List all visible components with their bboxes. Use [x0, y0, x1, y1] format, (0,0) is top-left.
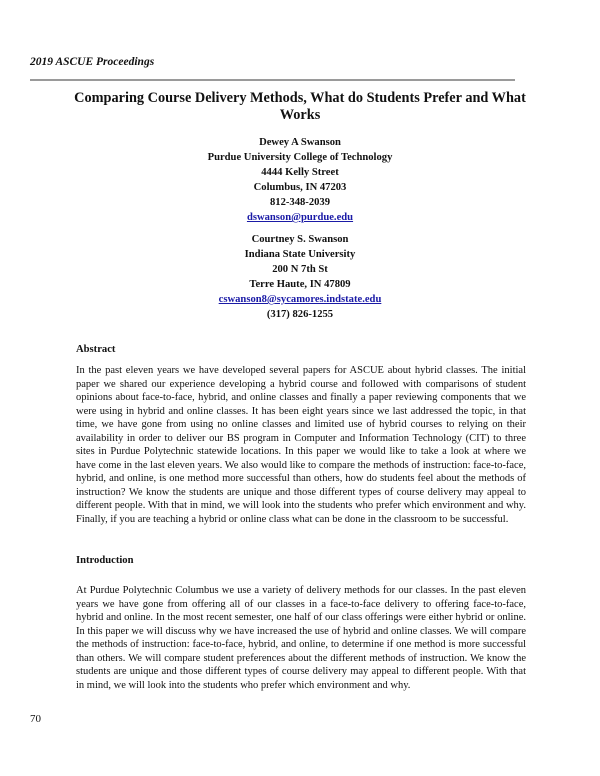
abstract-heading: Abstract: [76, 344, 116, 355]
page-number: 70: [30, 713, 41, 725]
paper-title: Comparing Course Delivery Methods, What do Students Prefer and What Works: [74, 90, 526, 123]
author-phone: 812-348-2039: [269, 197, 331, 208]
introduction-heading: Introduction: [76, 555, 134, 566]
author-city: Columbus, IN 47203: [253, 182, 347, 193]
author-block-1: [0, 135, 600, 225]
author-affiliation: Indiana State University: [244, 249, 356, 260]
author-city: Terre Haute, IN 47809: [249, 279, 351, 290]
author-affiliation: Purdue University College of Technology: [207, 152, 393, 163]
author-email-link[interactable]: dswanson@purdue.edu: [246, 212, 354, 223]
introduction-text: At Purdue Polytechnic Columbus we use a variety of delivery methods for our classes. In the past eleven years we have gone from offering all of our classes in a face-to-face delivery to offering face-to-face, hybrid and online. In the most recent semester, one half of our class offerings were either hybrid or online. In this paper we will discuss why we have increased the use of hybrid and online classes. We will compare the methods of instruction: face-to-face, hybrid, and online, to determine if one method is more successful than others. We will compare student preferences about the different methods of instruction. We know the students are unique and those different types of course delivery may appeal to different people. With that in mind, we will look into the students who prefer which environment and why.: [76, 585, 526, 691]
header-divider: [30, 79, 515, 81]
author-street: 200 N 7th St: [272, 264, 328, 275]
author-block-2: [0, 232, 600, 322]
author-name: Courtney S. Swanson: [251, 234, 349, 245]
abstract-text: In the past eleven years we have developed several papers for ASCUE about hybrid classes. The initial paper we shared our experience developing a hybrid course and followed with comparisons of student opinions about face-to-face, hybrid, and online classes and finally a paper reviewing components that we were using in hybrid and online classes. It has been eight years since we last addressed the topic, in that time, we have gone from using no online classes and limited use of hybrid courses to relying on their availability in order to deliver our BS program in Computer and Information Technology (CIT) to three sites in Purdue Polytechnic statewide locations. In this paper we would like to take a look at where we have come in the last eleven years. We also would like to compare the methods of instruction: face-to-face, hybrid, and online, is one method more successful than others, how do students feel about the methods of instruction? We know the students are unique and those different types of course delivery may appeal to different people. With that in mind, we will look into the students who prefer which environment and why. Finally, if you are teaching a hybrid or online class what can be done in the classroom to be successful.: [76, 365, 526, 526]
author-name: Dewey A Swanson: [259, 137, 341, 148]
proceedings-header: 2019 ASCUE Proceedings: [30, 56, 155, 68]
author-street: 4444 Kelly Street: [261, 167, 339, 178]
author-email-link[interactable]: cswanson8@sycamores.indstate.edu: [218, 294, 382, 305]
author-phone: (317) 826-1255: [266, 309, 334, 320]
